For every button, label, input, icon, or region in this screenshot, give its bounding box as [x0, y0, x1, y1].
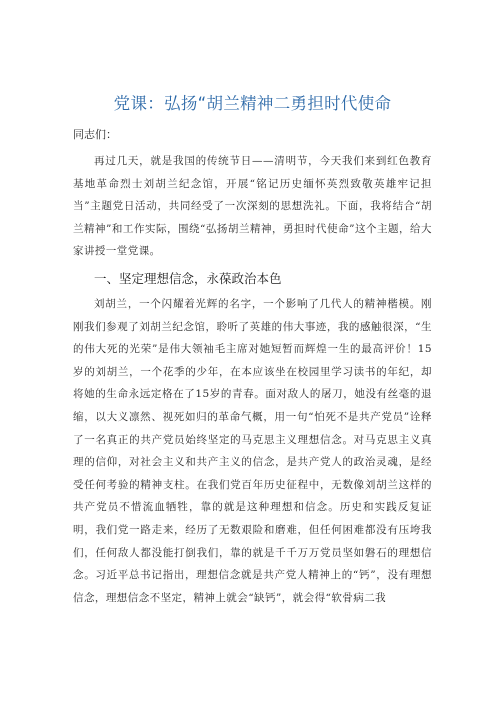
body-paragraph: 刘胡兰，一个闪耀着光辉的名字，一个影响了几代人的精神楷模。刚刚我们参观了刘胡兰纪念馆，聆听了英雄的伟大事迹，我的感触很深，“生的伟大死的光荣”是伟大领袖毛主席对她短暂而辉煌一生的最高评价！15岁的刘胡兰，一个花季的少年，在本应该坐在校园里学习读书的年纪，却将她的生命永远定格在了15岁的青春。面对敌人的屠刀，她没有丝毫的退缩，以大义凛然、视死如归的革命气概，用一句“怕死不是共产党员”诠释了一名真正的共产党员始终坚定的马克思主义理想信念。对马克思主义真理的信仰，对社会主义和共产主义的信念，是共产党人的政治灵魂，是经受任何考验的精神支柱。在我们党百年历史征程中，无数像刘胡兰这样的共产党员不惜流血牺牲，靠的就是这种理想和信念。历史和实践反复证明，我们党一路走来，经历了无数艰险和磨难，但任何困难都没有压垮我们，任何敌人都没能打倒我们，靠的就是千千万万党员坚如磐石的理想信念。习近平总书记指出，理想信念就是共产党人精神上的“钙”，没有理想信念，理想信念不坚定，精神上就会“缺钙”，就会得“软骨病二我	[73, 297, 432, 604]
document-title: 党课：弘扬“胡兰精神二勇担时代使命	[113, 94, 392, 113]
section-heading: 一、坚定理想信念，永葆政治本色	[94, 270, 282, 286]
salutation: 同志们：	[73, 128, 117, 141]
intro-paragraph: 再过几天，就是我国的传统节日——清明节，今天我们来到红色教育基地革命烈士刘胡兰纪念馆，开展“铭记历史缅怀英烈致敬英雄牢记担当”主题党日活动，共同经受了一次深刻的思想洗礼。下面，我将结合“胡兰精神”和工作实际，围绕“弘扬胡兰精神，勇担时代使命”这个主题，给大家讲授一堂党课。	[73, 155, 432, 258]
